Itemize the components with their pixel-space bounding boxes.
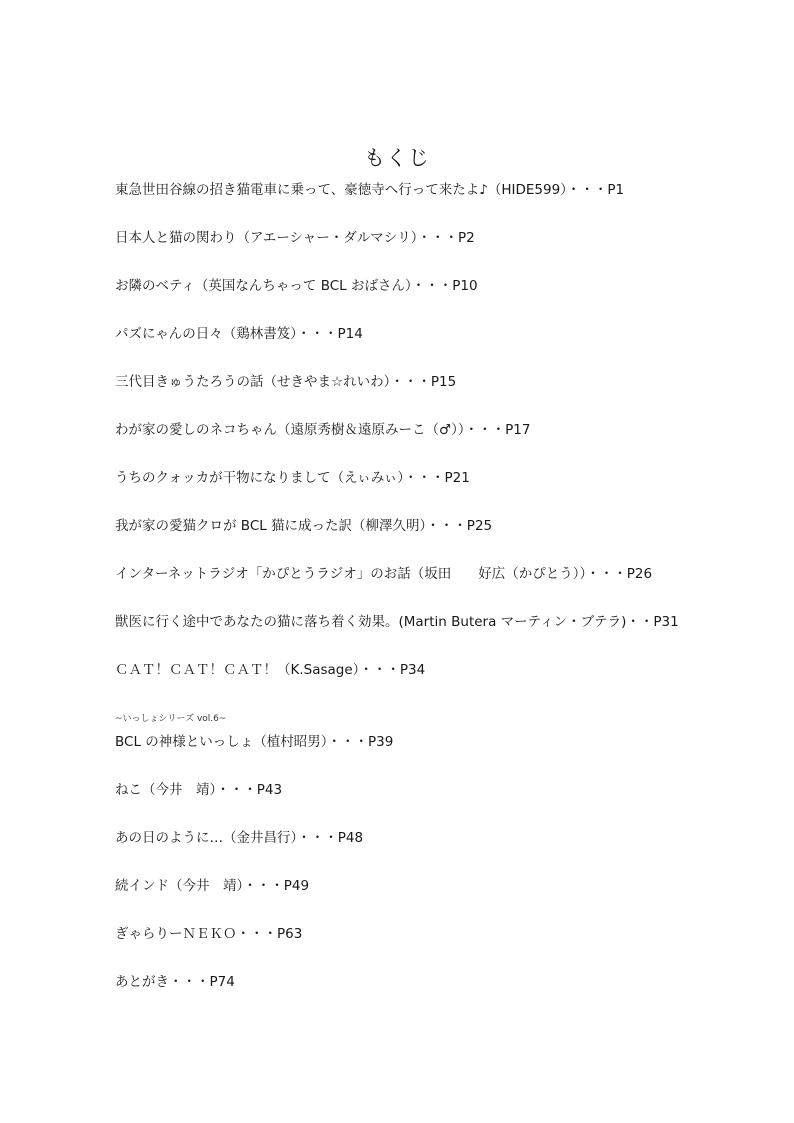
toc-entry: 続インド（今井 靖）・・・P49 — [115, 878, 310, 894]
series-label: ~いっしょシリーズ vol.6~ — [115, 714, 227, 724]
toc-entry: ねこ（今井 靖）・・・P43 — [115, 782, 283, 798]
toc-entry: 我が家の愛猫クロが BCL 猫に成った訳（柳澤久明）・・・P25 — [115, 518, 493, 534]
toc-entry: 獣医に行く途中であなたの猫に落ち着く効果。(Martin Butera マーティン・ブテラ)・・P31 — [115, 614, 679, 630]
toc-entry: お隣のベティ（英国なんちゃって BCL おばさん）・・・P10 — [115, 278, 478, 294]
toc-entry: うちのクォッカが干物になりまして（えぃみぃ）・・・P21 — [115, 470, 470, 486]
toc-entry: BCL の神様といっしょ（植村昭男）・・・P39 — [115, 734, 394, 750]
toc-entry: パズにゃんの日々（鶏林書笈）・・・P14 — [115, 326, 363, 342]
toc-entry: わが家の愛しのネコちゃん（遠原秀樹＆遠原みーこ（♂））・・・P17 — [115, 422, 531, 438]
toc-entry: インターネットラジオ「かぴとうラジオ」のお話（坂田 好広（かぴとう））・・・P26 — [115, 566, 653, 582]
toc-entry: あとがき・・・P74 — [115, 974, 235, 990]
toc-entry: 日本人と猫の関わり（アエーシャー・ダルマシリ）・・・P2 — [115, 230, 475, 246]
page-title: もくじ — [364, 146, 430, 170]
toc-entry: 東急世田谷線の招き猫電車に乗って、豪徳寺へ行って来たよ♪（HIDE599）・・・P1 — [115, 182, 625, 198]
toc-entry: ＣＡＴ！ＣＡＴ！ＣＡＴ！（K.Sasage）・・・P34 — [115, 662, 426, 678]
toc-entry: 三代目きゅうたろうの話（せきやま☆れいわ）・・・P15 — [115, 374, 457, 390]
toc-entry: ぎゃらりーＮＥＫＯ・・・P63 — [115, 926, 303, 942]
toc-entry: あの日のように…（金井昌行）・・・P48 — [115, 830, 364, 846]
